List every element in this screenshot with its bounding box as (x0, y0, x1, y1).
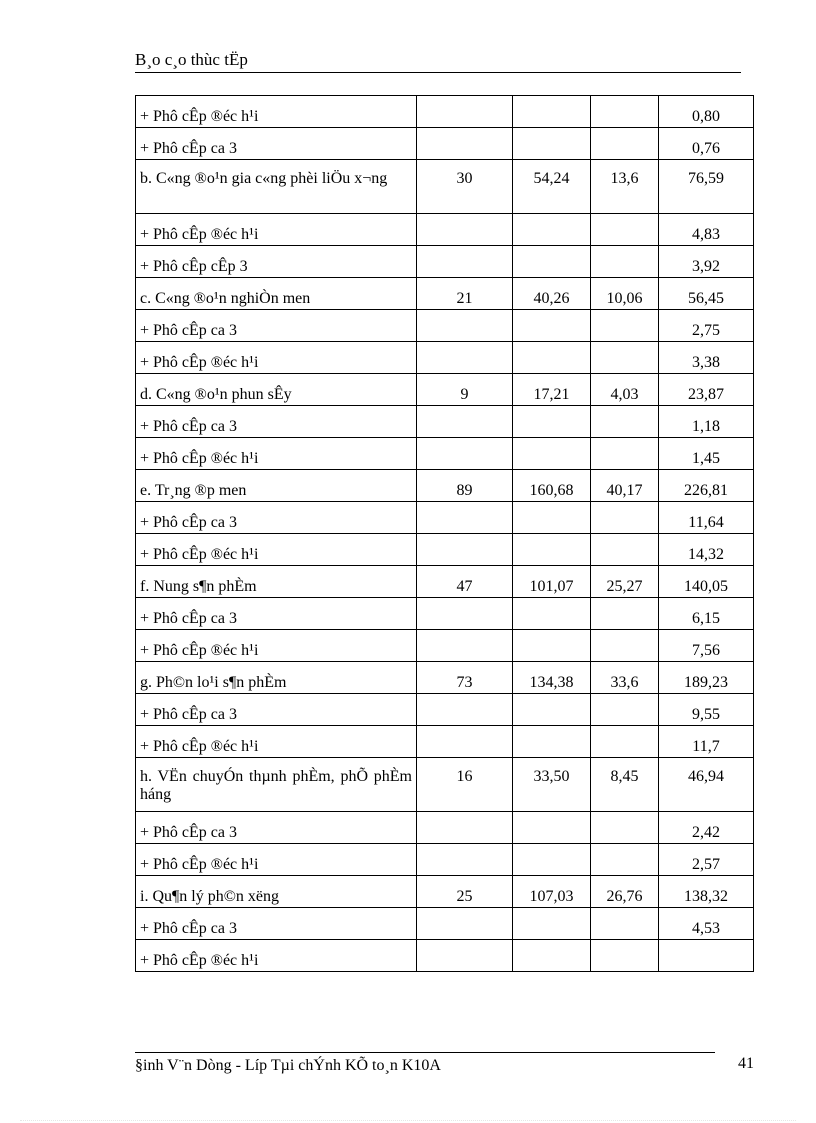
row-value-1 (417, 406, 513, 438)
row-value-1 (417, 694, 513, 726)
row-value-3 (591, 502, 659, 534)
row-value-2: 33,50 (513, 758, 591, 812)
row-value-3 (591, 694, 659, 726)
row-value-3 (591, 940, 659, 972)
table-row (136, 246, 754, 278)
row-label: + Phô cÊp ®éc h¹i (136, 534, 417, 566)
row-value-2 (513, 534, 591, 566)
table-row (136, 940, 754, 972)
row-label: + Phô cÊp ®éc h¹i (136, 940, 417, 972)
row-value-1: 25 (417, 876, 513, 908)
row-total: 3,92 (659, 246, 754, 278)
table-row (136, 662, 754, 694)
table-row (136, 844, 754, 876)
row-value-1 (417, 214, 513, 246)
table-row (136, 908, 754, 940)
row-total: 56,45 (659, 278, 754, 310)
row-value-3 (591, 96, 659, 128)
row-label: + Phô cÊp cÊp 3 (136, 246, 417, 278)
row-value-3 (591, 630, 659, 662)
row-value-3 (591, 214, 659, 246)
row-value-3: 33,6 (591, 662, 659, 694)
row-value-1: 30 (417, 160, 513, 214)
row-label: + Phô cÊp ®éc h¹i (136, 438, 417, 470)
row-value-3: 8,45 (591, 758, 659, 812)
table-row (136, 406, 754, 438)
row-label: f. Nung s¶n phÈm (136, 566, 417, 598)
row-value-3 (591, 128, 659, 160)
row-value-3 (591, 406, 659, 438)
row-label: + Phô cÊp ®éc h¹i (136, 342, 417, 374)
row-value-2 (513, 726, 591, 758)
row-value-1: 21 (417, 278, 513, 310)
row-label: + Phô cÊp ca 3 (136, 310, 417, 342)
row-value-2 (513, 630, 591, 662)
row-label: + Phô cÊp ®éc h¹i (136, 214, 417, 246)
row-total: 4,53 (659, 908, 754, 940)
row-total: 7,56 (659, 630, 754, 662)
header-title: B¸o c¸o thùc tËp (135, 50, 248, 69)
row-total: 189,23 (659, 662, 754, 694)
row-value-2 (513, 96, 591, 128)
table-row (136, 630, 754, 662)
row-value-3: 4,03 (591, 374, 659, 406)
row-total: 0,76 (659, 128, 754, 160)
row-label: d. C«ng ®o¹n phun sÊy (136, 374, 417, 406)
row-value-2: 160,68 (513, 470, 591, 502)
row-value-3 (591, 438, 659, 470)
table-row (136, 812, 754, 844)
row-value-3 (591, 310, 659, 342)
table-row (136, 310, 754, 342)
row-label: g. Ph©n lo¹i s¶n phÈm (136, 662, 417, 694)
row-value-2 (513, 940, 591, 972)
row-value-2 (513, 438, 591, 470)
row-total: 1,18 (659, 406, 754, 438)
row-total: 14,32 (659, 534, 754, 566)
row-label: + Phô cÊp ca 3 (136, 502, 417, 534)
row-total: 9,55 (659, 694, 754, 726)
row-value-1 (417, 502, 513, 534)
row-value-2 (513, 844, 591, 876)
row-total: 23,87 (659, 374, 754, 406)
row-value-2: 134,38 (513, 662, 591, 694)
footer-author: §inh V¨n Dòng - Líp Tµi chÝnh KÕ to¸n K10A (135, 1057, 441, 1074)
row-value-2 (513, 406, 591, 438)
row-label: c. C«ng ®o¹n nghiÒn men (136, 278, 417, 310)
row-value-2 (513, 128, 591, 160)
row-value-1 (417, 96, 513, 128)
row-value-1: 73 (417, 662, 513, 694)
table-row (136, 502, 754, 534)
row-label: + Phô cÊp ca 3 (136, 598, 417, 630)
row-value-2 (513, 502, 591, 534)
wage-table (135, 95, 754, 972)
row-value-3: 26,76 (591, 876, 659, 908)
row-value-2: 101,07 (513, 566, 591, 598)
row-value-2 (513, 812, 591, 844)
row-value-3: 10,06 (591, 278, 659, 310)
row-value-2 (513, 246, 591, 278)
row-value-3 (591, 812, 659, 844)
row-total: 2,57 (659, 844, 754, 876)
row-value-2: 40,26 (513, 278, 591, 310)
table-row (136, 470, 754, 502)
page-bottom-border (20, 1120, 796, 1121)
row-total: 3,38 (659, 342, 754, 374)
row-value-1: 89 (417, 470, 513, 502)
table-row (136, 598, 754, 630)
row-value-1 (417, 812, 513, 844)
footer-divider (135, 1052, 715, 1053)
table-row (136, 160, 754, 214)
row-total: 226,81 (659, 470, 754, 502)
row-value-2 (513, 694, 591, 726)
table-row (136, 726, 754, 758)
row-value-1: 47 (417, 566, 513, 598)
row-value-1: 9 (417, 374, 513, 406)
table-row (136, 438, 754, 470)
row-value-1 (417, 534, 513, 566)
row-value-3 (591, 598, 659, 630)
row-value-3: 25,27 (591, 566, 659, 598)
table-row (136, 214, 754, 246)
table-row (136, 876, 754, 908)
row-value-3 (591, 246, 659, 278)
row-label: + Phô cÊp ®éc h¹i (136, 96, 417, 128)
table-body (136, 96, 754, 972)
row-total: 11,7 (659, 726, 754, 758)
row-total: 6,15 (659, 598, 754, 630)
page-header (135, 50, 741, 73)
row-value-2 (513, 598, 591, 630)
table-row (136, 534, 754, 566)
table-row (136, 694, 754, 726)
row-value-1 (417, 342, 513, 374)
row-label: + Phô cÊp ca 3 (136, 128, 417, 160)
row-label: i. Qu¶n lý ph©n xëng (136, 876, 417, 908)
row-value-3 (591, 908, 659, 940)
row-total: 2,42 (659, 812, 754, 844)
row-total: 0,80 (659, 96, 754, 128)
row-value-2: 17,21 (513, 374, 591, 406)
row-value-3 (591, 844, 659, 876)
row-label: + Phô cÊp ca 3 (136, 812, 417, 844)
row-value-1 (417, 630, 513, 662)
table-row (136, 566, 754, 598)
row-label: + Phô cÊp ®éc h¹i (136, 726, 417, 758)
row-value-1: 16 (417, 758, 513, 812)
row-value-1 (417, 940, 513, 972)
row-total (659, 940, 754, 972)
row-label: e. Tr¸ng ®p men (136, 470, 417, 502)
row-total: 140,05 (659, 566, 754, 598)
row-value-1 (417, 128, 513, 160)
row-value-1 (417, 246, 513, 278)
row-total: 11,64 (659, 502, 754, 534)
row-label: h. VËn chuyÓn thµnh phÈm, phÕ phÈm háng (136, 758, 417, 812)
row-total: 138,32 (659, 876, 754, 908)
row-value-1 (417, 908, 513, 940)
row-value-3 (591, 534, 659, 566)
row-value-3: 13,6 (591, 160, 659, 214)
row-total: 76,59 (659, 160, 754, 214)
row-value-1 (417, 438, 513, 470)
row-value-2 (513, 908, 591, 940)
row-total: 4,83 (659, 214, 754, 246)
row-value-3 (591, 342, 659, 374)
row-value-1 (417, 844, 513, 876)
row-label: + Phô cÊp ®éc h¹i (136, 630, 417, 662)
row-total: 1,45 (659, 438, 754, 470)
row-label: + Phô cÊp ca 3 (136, 908, 417, 940)
row-value-2: 107,03 (513, 876, 591, 908)
table-row (136, 758, 754, 812)
table-row (136, 128, 754, 160)
row-label: + Phô cÊp ca 3 (136, 694, 417, 726)
row-label: b. C«ng ®o¹n gia c«ng phèi liÖu x¬ng (136, 160, 417, 214)
row-value-1 (417, 310, 513, 342)
row-value-3 (591, 726, 659, 758)
table-row (136, 96, 754, 128)
row-label: + Phô cÊp ca 3 (136, 406, 417, 438)
table-row (136, 374, 754, 406)
row-value-2 (513, 214, 591, 246)
row-total: 2,75 (659, 310, 754, 342)
row-value-2 (513, 310, 591, 342)
row-value-2: 54,24 (513, 160, 591, 214)
table-row (136, 342, 754, 374)
table-row (136, 278, 754, 310)
row-value-1 (417, 598, 513, 630)
row-label: + Phô cÊp ®éc h¹i (136, 844, 417, 876)
row-value-3: 40,17 (591, 470, 659, 502)
row-value-1 (417, 726, 513, 758)
row-total: 46,94 (659, 758, 754, 812)
page-number: 41 (738, 1055, 754, 1072)
row-value-2 (513, 342, 591, 374)
